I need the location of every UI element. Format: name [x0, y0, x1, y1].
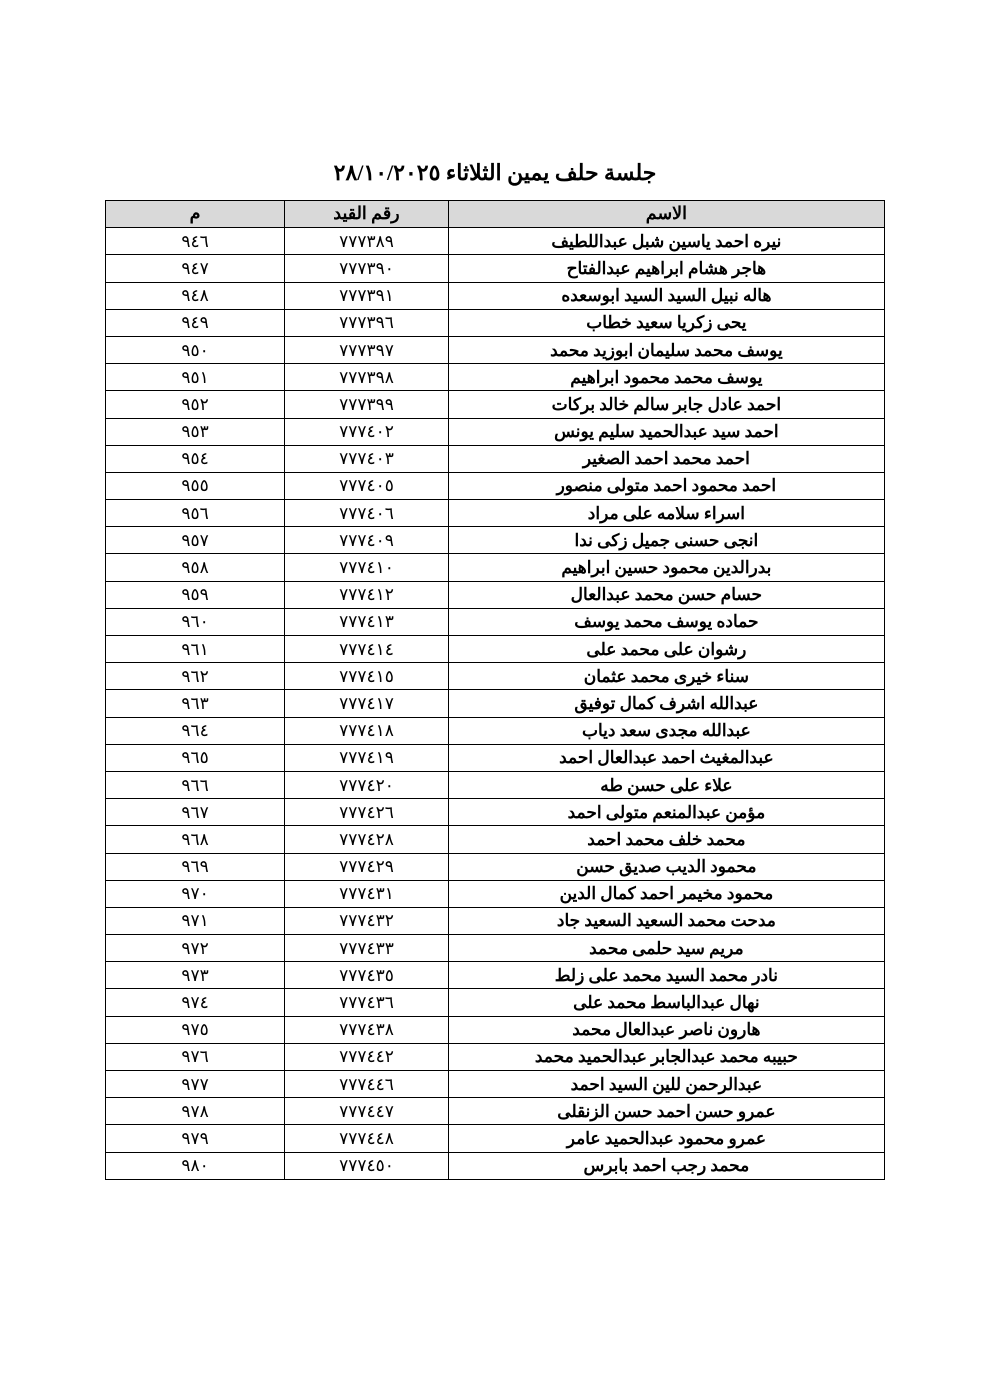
cell-name: حماده يوسف محمد يوسف — [448, 608, 884, 635]
table-row — [106, 1098, 885, 1125]
cell-sequence: ٩٦٩ — [106, 853, 285, 880]
cell-sequence: ٩٧٥ — [106, 1016, 285, 1043]
table-row — [106, 527, 885, 554]
cell-sequence: ٩٦٦ — [106, 771, 285, 798]
cell-registration: ٧٧٧٤٣٨ — [285, 1016, 449, 1043]
cell-registration: ٧٧٧٤١٩ — [285, 744, 449, 771]
column-header-sequence: م — [106, 201, 285, 228]
cell-registration: ٧٧٧٤٣٦ — [285, 989, 449, 1016]
cell-name: عبدالرحمن للين السيد احمد — [448, 1071, 884, 1098]
cell-sequence: ٩٦٤ — [106, 717, 285, 744]
cell-sequence: ٩٦٠ — [106, 608, 285, 635]
cell-name: محمد خلف محمد احمد — [448, 826, 884, 853]
cell-sequence: ٩٦٣ — [106, 690, 285, 717]
table-row — [106, 1043, 885, 1070]
cell-registration: ٧٧٧٤٠٥ — [285, 472, 449, 499]
cell-name: عمرو حسن احمد حسن الزنقلى — [448, 1098, 884, 1125]
cell-sequence: ٩٦١ — [106, 636, 285, 663]
table-row — [106, 771, 885, 798]
page-title: جلسة حلف يمين الثلاثاء ٢٨/١٠/٢٠٢٥ — [333, 160, 657, 185]
table-row — [106, 336, 885, 363]
cell-sequence: ٩٧٠ — [106, 880, 285, 907]
table-row — [106, 255, 885, 282]
table-row — [106, 554, 885, 581]
cell-name: انجى حسنى جميل زكى ندا — [448, 527, 884, 554]
table-header — [106, 201, 885, 228]
cell-sequence: ٩٦٥ — [106, 744, 285, 771]
cell-name: احمد محمود احمد متولى منصور — [448, 472, 884, 499]
table-row — [106, 391, 885, 418]
cell-sequence: ٩٧٧ — [106, 1071, 285, 1098]
table-row — [106, 663, 885, 690]
cell-registration: ٧٧٧٤٣٢ — [285, 907, 449, 934]
cell-sequence: ٩٦٨ — [106, 826, 285, 853]
cell-name: يحى زكريا سعيد خطاب — [448, 309, 884, 336]
cell-registration: ٧٧٧٣٩١ — [285, 282, 449, 309]
cell-registration: ٧٧٧٤٢٩ — [285, 853, 449, 880]
cell-sequence: ٩٥٣ — [106, 418, 285, 445]
table-row — [106, 853, 885, 880]
table-row — [106, 1071, 885, 1098]
cell-sequence: ٩٤٧ — [106, 255, 285, 282]
cell-name: احمد عادل جابر سالم خالد بركات — [448, 391, 884, 418]
cell-sequence: ٩٧١ — [106, 907, 285, 934]
cell-registration: ٧٧٧٤٢٦ — [285, 799, 449, 826]
cell-name: علاء على حسن طه — [448, 771, 884, 798]
cell-name: نهال عبدالباسط محمد على — [448, 989, 884, 1016]
cell-name: هاجر هشام ابراهيم عبدالفتاح — [448, 255, 884, 282]
cell-name: عبدالله مجدى سعد دياب — [448, 717, 884, 744]
table-row — [106, 989, 885, 1016]
cell-sequence: ٩٤٩ — [106, 309, 285, 336]
table-row — [106, 364, 885, 391]
cell-name: يوسف محمد سليمان ابوزيد محمد — [448, 336, 884, 363]
cell-registration: ٧٧٧٤١٢ — [285, 581, 449, 608]
table-row — [106, 962, 885, 989]
table-row — [106, 228, 885, 255]
table-row — [106, 418, 885, 445]
cell-sequence: ٩٧٤ — [106, 989, 285, 1016]
cell-name: مدحت محمد السعيد السعيد جاد — [448, 907, 884, 934]
cell-name: نادر محمد السيد محمد على زلط — [448, 962, 884, 989]
table-row — [106, 608, 885, 635]
cell-registration: ٧٧٧٤٤٢ — [285, 1043, 449, 1070]
cell-registration: ٧٧٧٤٤٧ — [285, 1098, 449, 1125]
cell-sequence: ٩٧٩ — [106, 1125, 285, 1152]
cell-sequence: ٩٥٨ — [106, 554, 285, 581]
cell-registration: ٧٧٧٣٩٩ — [285, 391, 449, 418]
cell-name: عمرو محمود عبدالحميد عامر — [448, 1125, 884, 1152]
cell-registration: ٧٧٧٣٨٩ — [285, 228, 449, 255]
table-row — [106, 799, 885, 826]
cell-sequence: ٩٥٥ — [106, 472, 285, 499]
records-table — [105, 200, 885, 1180]
cell-name: حبيبه محمد عبدالجابر عبدالحميد محمد — [448, 1043, 884, 1070]
table-row — [106, 472, 885, 499]
cell-sequence: ٩٥١ — [106, 364, 285, 391]
table-header-row — [106, 201, 885, 228]
table-body — [106, 228, 885, 1180]
table-row — [106, 581, 885, 608]
cell-name: اسراء سلامه على مراد — [448, 500, 884, 527]
cell-sequence: ٩٧٨ — [106, 1098, 285, 1125]
cell-name: حسام حسن محمد عبدالعال — [448, 581, 884, 608]
table-row — [106, 935, 885, 962]
cell-registration: ٧٧٧٤٣١ — [285, 880, 449, 907]
cell-name: عبدالمغيث احمد عبدالعال احمد — [448, 744, 884, 771]
cell-name: بدرالدين محمود حسين ابراهيم — [448, 554, 884, 581]
table-row — [106, 636, 885, 663]
cell-name: محمود الديب صديق حسن — [448, 853, 884, 880]
cell-registration: ٧٧٧٤٣٣ — [285, 935, 449, 962]
table-row — [106, 690, 885, 717]
table-row — [106, 826, 885, 853]
cell-name: هاله نبيل السيد السيد ابوسعده — [448, 282, 884, 309]
cell-registration: ٧٧٧٣٩٦ — [285, 309, 449, 336]
cell-registration: ٧٧٧٤٠٦ — [285, 500, 449, 527]
table-row — [106, 1016, 885, 1043]
cell-registration: ٧٧٧٣٩٠ — [285, 255, 449, 282]
cell-registration: ٧٧٧٤٢٨ — [285, 826, 449, 853]
table-row — [106, 445, 885, 472]
cell-name: هارون ناصر عبدالعال محمد — [448, 1016, 884, 1043]
table-row — [106, 1152, 885, 1179]
cell-registration: ٧٧٧٤٣٥ — [285, 962, 449, 989]
table-row — [106, 907, 885, 934]
table-row — [106, 282, 885, 309]
cell-registration: ٧٧٧٤٠٩ — [285, 527, 449, 554]
table-row — [106, 500, 885, 527]
cell-registration: ٧٧٧٤٤٨ — [285, 1125, 449, 1152]
column-header-registration: رقم القيد — [285, 201, 449, 228]
cell-name: احمد محمد احمد الصغير — [448, 445, 884, 472]
cell-sequence: ٩٦٢ — [106, 663, 285, 690]
cell-sequence: ٩٧٣ — [106, 962, 285, 989]
cell-registration: ٧٧٧٣٩٨ — [285, 364, 449, 391]
cell-registration: ٧٧٧٣٩٧ — [285, 336, 449, 363]
cell-registration: ٧٧٧٤١٧ — [285, 690, 449, 717]
cell-sequence: ٩٨٠ — [106, 1152, 285, 1179]
cell-registration: ٧٧٧٤٥٠ — [285, 1152, 449, 1179]
cell-sequence: ٩٥٦ — [106, 500, 285, 527]
table-row — [106, 1125, 885, 1152]
cell-sequence: ٩٧٦ — [106, 1043, 285, 1070]
cell-sequence: ٩٧٢ — [106, 935, 285, 962]
table-row — [106, 309, 885, 336]
cell-name: محمود مخيمر احمد كمال الدين — [448, 880, 884, 907]
cell-sequence: ٩٦٧ — [106, 799, 285, 826]
table-row — [106, 880, 885, 907]
cell-registration: ٧٧٧٤٠٢ — [285, 418, 449, 445]
table-row — [106, 717, 885, 744]
cell-name: مريم سيد حلمى محمد — [448, 935, 884, 962]
cell-name: مؤمن عبدالمنعم متولى احمد — [448, 799, 884, 826]
cell-registration: ٧٧٧٤١٥ — [285, 663, 449, 690]
cell-sequence: ٩٤٨ — [106, 282, 285, 309]
cell-name: سناء خيرى محمد عثمان — [448, 663, 884, 690]
cell-sequence: ٩٥٧ — [106, 527, 285, 554]
cell-registration: ٧٧٧٤١٤ — [285, 636, 449, 663]
cell-registration: ٧٧٧٤٢٠ — [285, 771, 449, 798]
cell-registration: ٧٧٧٤١٨ — [285, 717, 449, 744]
cell-name: يوسف محمد محمود ابراهيم — [448, 364, 884, 391]
cell-sequence: ٩٥٠ — [106, 336, 285, 363]
cell-registration: ٧٧٧٤١٣ — [285, 608, 449, 635]
cell-sequence: ٩٥٩ — [106, 581, 285, 608]
cell-sequence: ٩٥٢ — [106, 391, 285, 418]
cell-sequence: ٩٤٦ — [106, 228, 285, 255]
cell-registration: ٧٧٧٤٠٣ — [285, 445, 449, 472]
column-header-name: الاسم — [448, 201, 884, 228]
cell-name: احمد سيد عبدالحميد سليم يونس — [448, 418, 884, 445]
table-row — [106, 744, 885, 771]
cell-registration: ٧٧٧٤٤٦ — [285, 1071, 449, 1098]
cell-sequence: ٩٥٤ — [106, 445, 285, 472]
cell-name: نيره احمد ياسين شبل عبداللطيف — [448, 228, 884, 255]
cell-name: عبدالله اشرف كمال توفيق — [448, 690, 884, 717]
cell-name: محمد رجب احمد بابرس — [448, 1152, 884, 1179]
cell-name: رشوان على محمد على — [448, 636, 884, 663]
cell-registration: ٧٧٧٤١٠ — [285, 554, 449, 581]
